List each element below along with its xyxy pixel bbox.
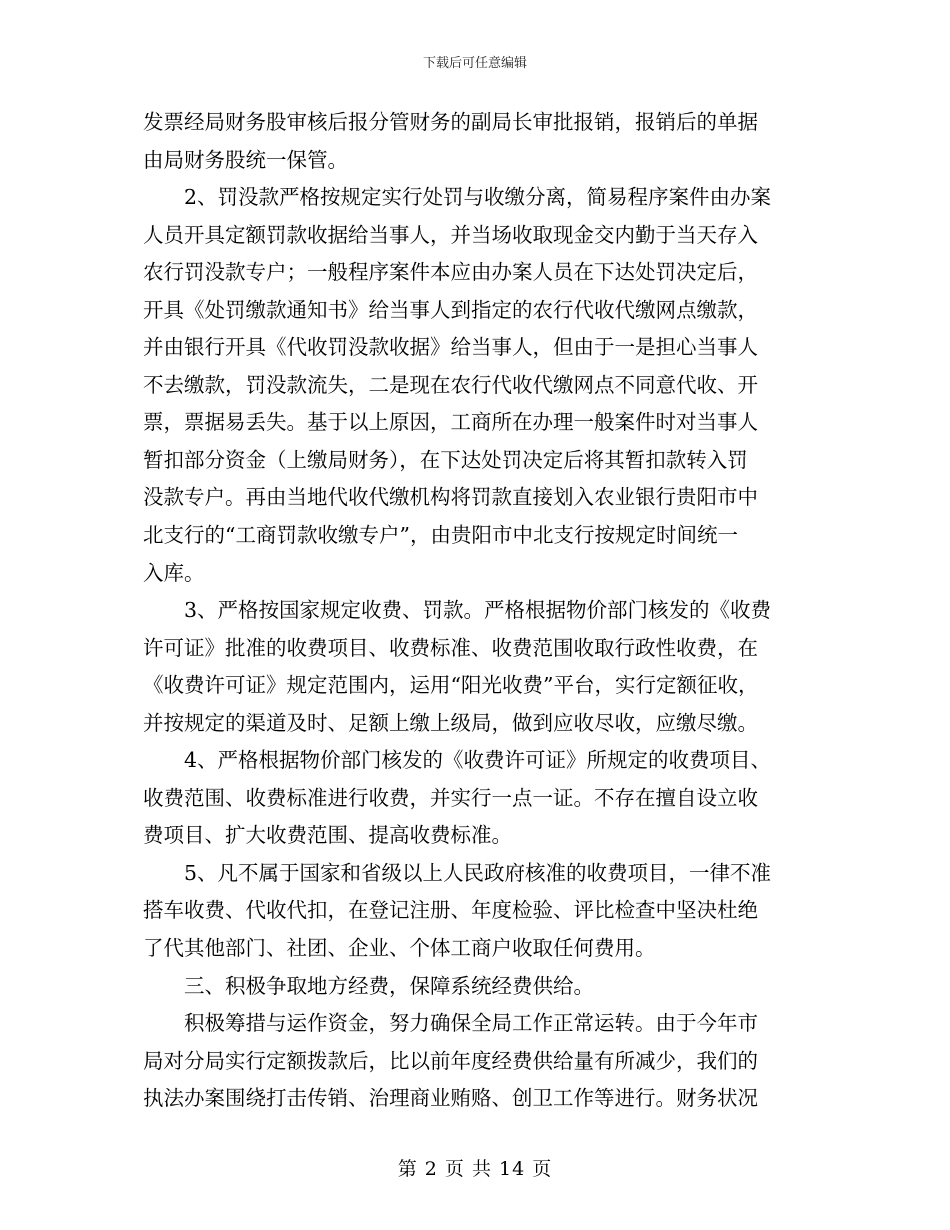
text-line: 暂扣部分资金（上缴局财务），在下达处罚决定后将其暂扣款转入罚 bbox=[143, 447, 748, 472]
text-line: 发票经局财务股审核后报分管财务的副局长审批报销，报销后的单据 bbox=[143, 110, 758, 134]
page-header: 下载后可任意编辑 bbox=[422, 56, 527, 71]
text-line: 搭车收费、代收代扣，在登记注册、年度检验、评比检查中坚决杜绝 bbox=[143, 898, 758, 923]
text-line: 农行罚没款专户；一般程序案件本应由办案人员在下达处罚决定后， bbox=[143, 260, 758, 285]
text-line: 北支行的“工商罚款收缴专户”，由贵阳市中北支行按规定时间统一 bbox=[143, 523, 738, 548]
text-line: 入库。 bbox=[143, 560, 205, 585]
text-line: 并由银行开具《代收罚没款收据》给当事人，但由于一是担心当事人 bbox=[143, 335, 758, 360]
text-line: 4、严格根据物价部门核发的《收费许可证》所规定的收费项目、 bbox=[184, 748, 772, 773]
text-line: 票，票据易丢失。基于以上原因，工商所在办理一般案件时对当事人 bbox=[143, 410, 758, 435]
text-line: 《收费许可证》规定范围内，运用“阳光收费”平台，实行定额征收， bbox=[143, 673, 759, 698]
text-line: 了代其他部门、社团、企业、个体工商户收取任何费用。 bbox=[143, 936, 656, 961]
text-line: 三、积极争取地方经费，保障系统经费供给。 bbox=[184, 973, 594, 998]
document-body bbox=[143, 104, 815, 1118]
text-line: 积极筹措与运作资金，努力确保全局工作正常运转。由于今年市 bbox=[184, 1011, 758, 1036]
text-line: 2、罚没款严格按规定实行处罚与收缴分离，简易程序案件由办案 bbox=[184, 185, 772, 210]
text-line: 没款专户。再由当地代收代缴机构将罚款直接划入农业银行贵阳市中 bbox=[143, 485, 758, 510]
page-footer-number: 第 2 页 共 14 页 bbox=[397, 1158, 553, 1180]
text-line: 并按规定的渠道及时、足额上缴上级局，做到应收尽收，应缴尽缴。 bbox=[143, 710, 758, 735]
text-line: 开具《处罚缴款通知书》给当事人到指定的农行代收代缴网点缴款， bbox=[143, 297, 758, 322]
text-line: 不去缴款，罚没款流失，二是现在农行代收代缴网点不同意代收、开 bbox=[143, 372, 758, 397]
text-line: 收费范围、收费标准进行收费，并实行一点一证。不存在擅自设立收 bbox=[143, 785, 758, 810]
text-line: 费项目、扩大收费范围、提高收费标准。 bbox=[143, 823, 512, 848]
text-line: 许可证》批准的收费项目、收费标准、收费范围收取行政性收费，在 bbox=[143, 635, 758, 660]
text-line: 5、凡不属于国家和省级以上人民政府核准的收费项目，一律不准 bbox=[184, 860, 772, 885]
text-line: 执法办案围绕打击传销、治理商业贿赂、创卫工作等进行。财务状况 bbox=[143, 1086, 758, 1111]
text-line: 3、严格按国家规定收费、罚款。严格根据物价部门核发的《收费 bbox=[184, 598, 772, 623]
text-line: 局对分局实行定额拨款后，比以前年度经费供给量有所减少，我们的 bbox=[143, 1048, 758, 1073]
text-line: 由局财务股统一保管。 bbox=[143, 147, 348, 172]
text-line: 人员开具定额罚款收据给当事人，并当场收取现金交内勤于当天存入 bbox=[143, 222, 758, 247]
